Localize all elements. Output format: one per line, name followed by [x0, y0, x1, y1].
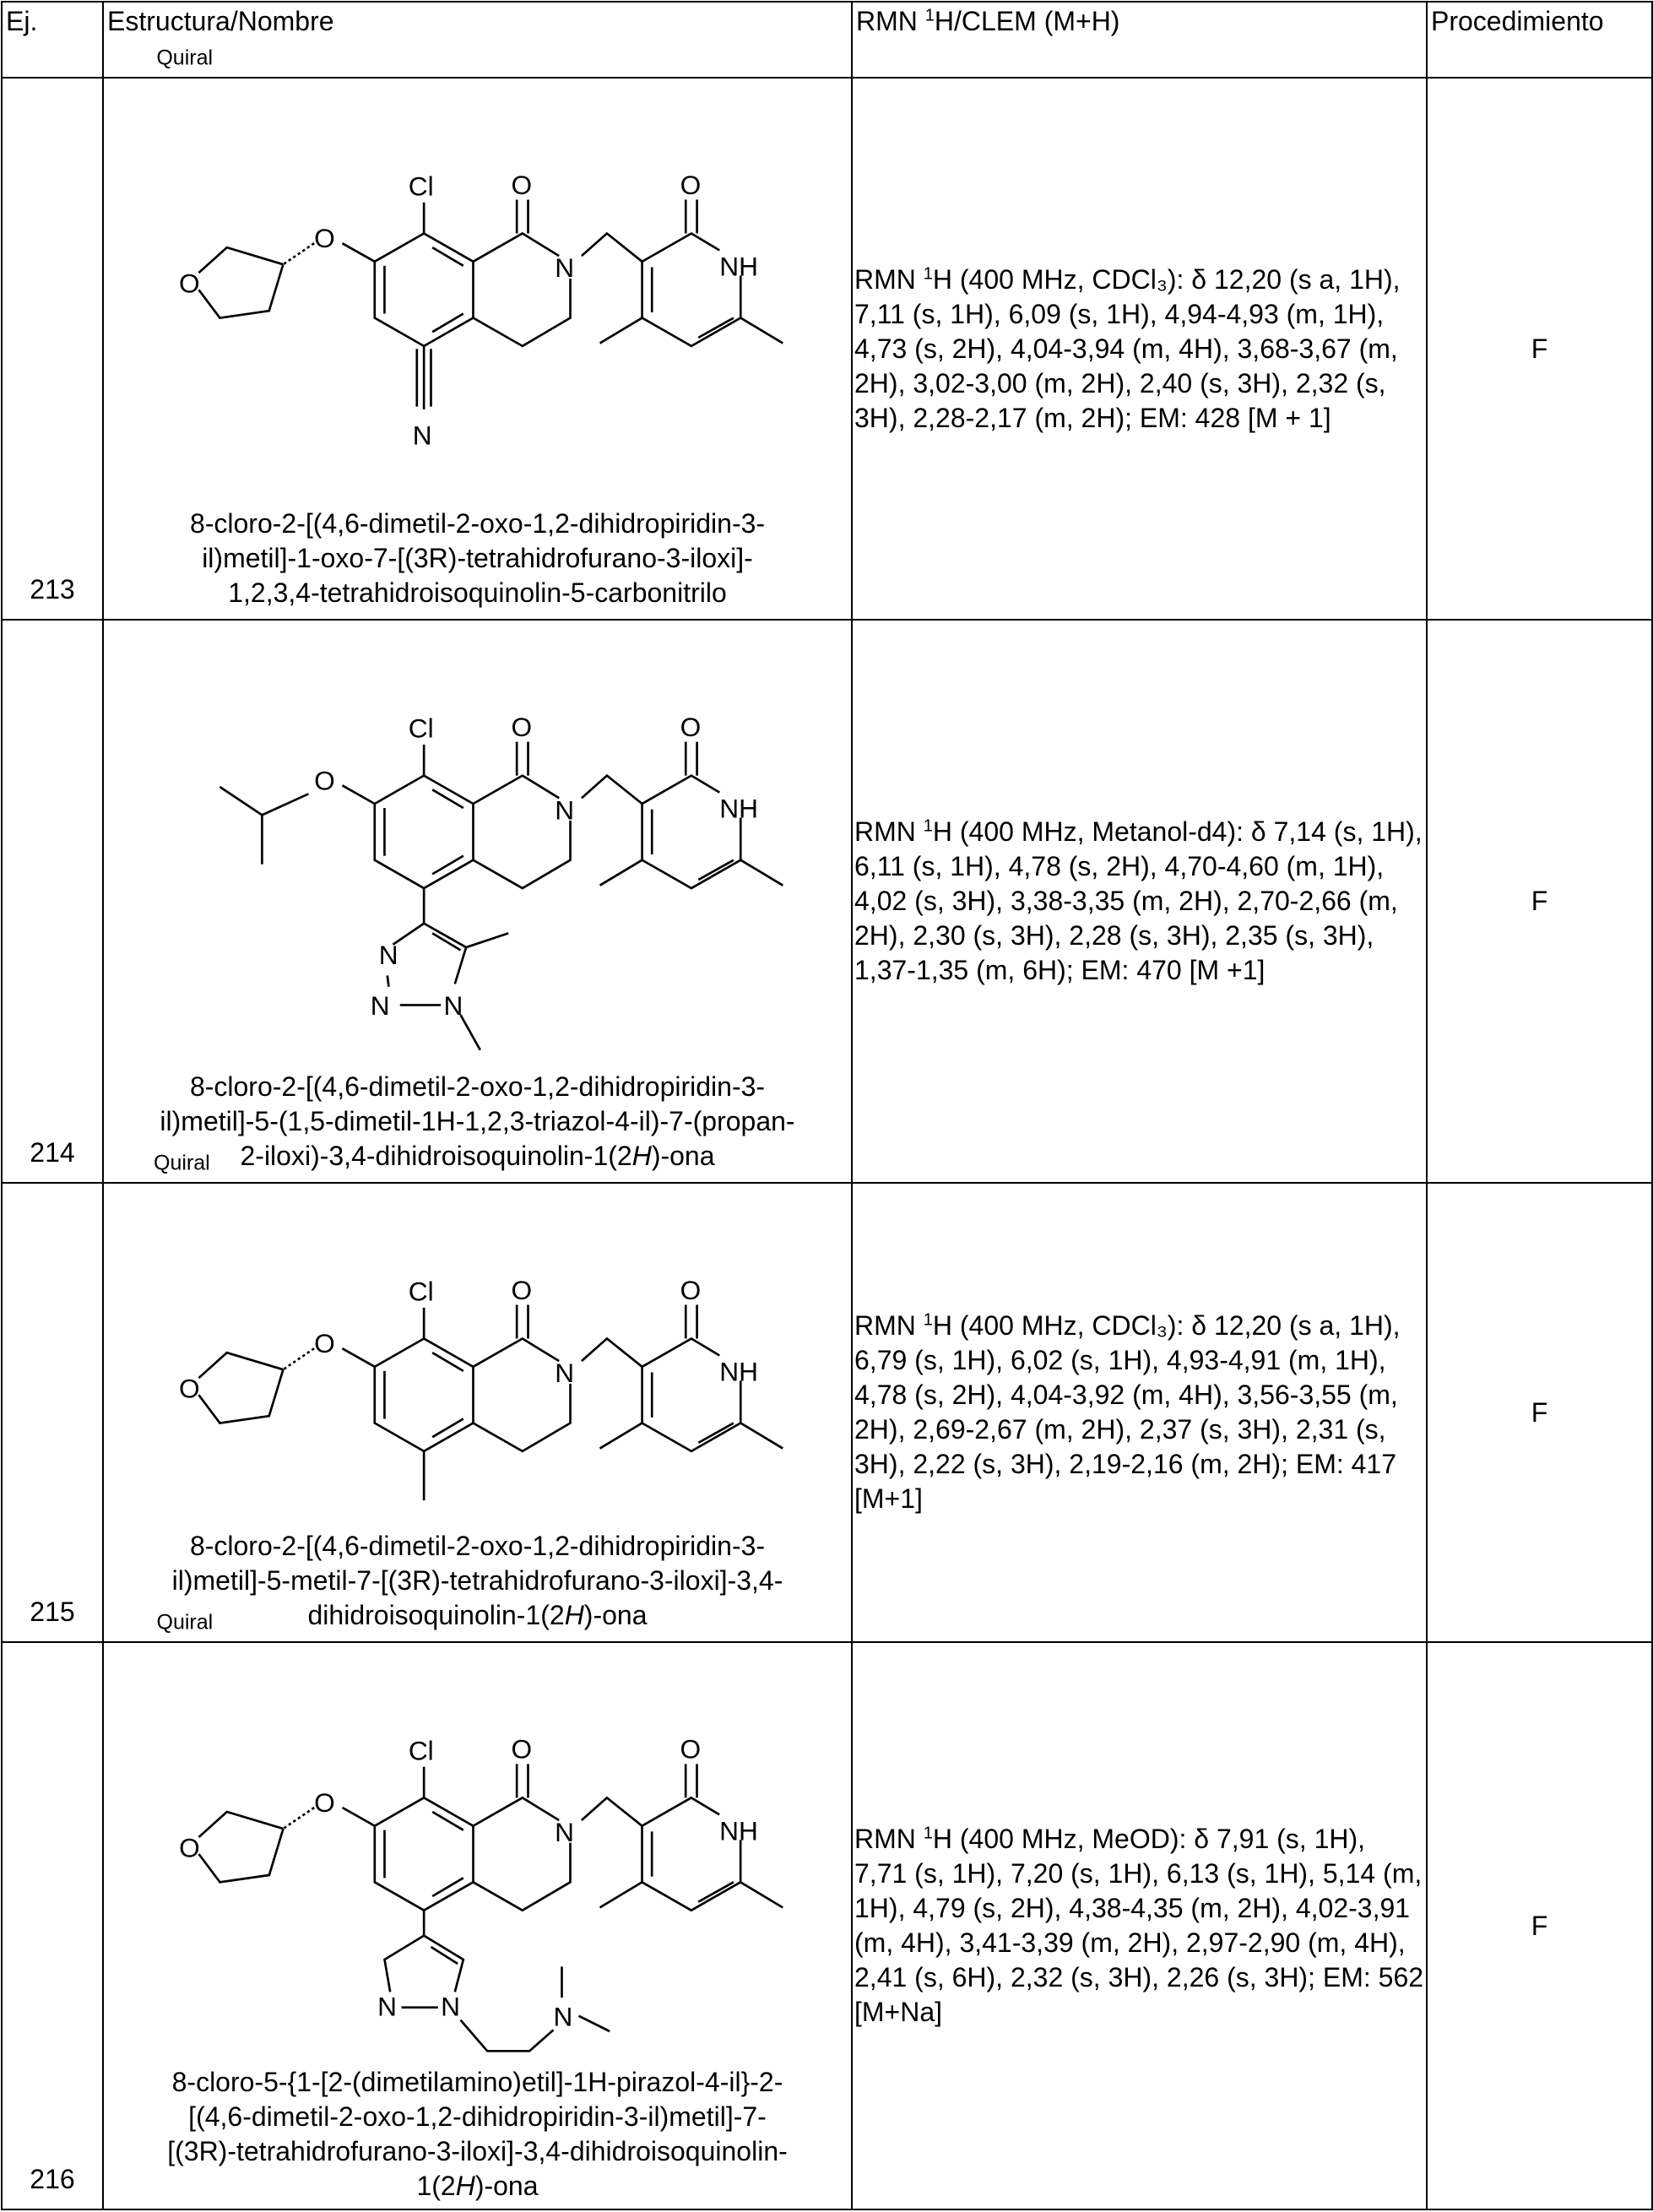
nitrile-nitrogen-label: N	[413, 420, 432, 451]
table-row	[2, 620, 1652, 1183]
bond	[432, 1353, 463, 1371]
nmr-data	[852, 1183, 1427, 1642]
bond	[343, 1808, 375, 1826]
name-tail-post: )-ona	[475, 2171, 539, 2201]
benzene-ring	[375, 1797, 474, 1910]
name-line: 8-cloro-5-{1-[2-(dimetilamino)etil]-1H-pirazol-4-il}-2-	[167, 2065, 788, 2100]
header-rmn	[852, 2, 1427, 78]
bond	[342, 243, 374, 262]
bond	[698, 1423, 734, 1443]
ether-oxygen-label: O	[314, 223, 335, 253]
amide-nitrogen-label: N	[555, 252, 574, 283]
name-tail-pre: 2-iloxi)-3,4-dihidroisoquinolin-1(2	[240, 1141, 631, 1171]
triazole-n1-label: N	[443, 990, 463, 1021]
name-line: 8-cloro-2-[(4,6-dimetil-2-oxo-1,2-dihidropiridin-3-	[172, 1529, 783, 1564]
table-row	[2, 78, 1652, 620]
bond	[474, 1797, 560, 1825]
bond	[740, 1423, 783, 1449]
carbonyl-oxygen-label: O	[512, 712, 533, 742]
bond	[642, 233, 720, 261]
bond	[473, 279, 570, 346]
nmr-text: H (400 MHz, MeOD): δ 7,91 (s, 1H), 7,71 (s, 1H), 7,20 (s, 1H), 6,13 (s, 1H), 5,14 (m, 1H), 4,79 (s, 2H), 4,38-4,35 (m, 2H), 4,02-3,91 (m, 4H), 3,41-3,39 (m, 2H), 2,97-2,90 (m, 4H), 2,41 (s, 6H), 2,32 (s, 3H), 2,26 (s, 3H); EM: 562 [M+Na]	[854, 1824, 1423, 2027]
example-number: 214	[2, 620, 103, 1183]
chemical-structure	[103, 79, 852, 447]
amide-nitrogen-label: N	[555, 1358, 574, 1388]
header-rmn-pre: RMN	[856, 6, 925, 36]
name-tail-italic: H	[456, 2171, 475, 2201]
name-line: il)metil]-5-metil-7-[(3R)-tetrahidrofurano-3-iloxi]-3,4-	[172, 1564, 783, 1598]
procedure: F	[1427, 1642, 1652, 2209]
header-estructura: Estructura/Nombre	[103, 2, 852, 78]
bond	[698, 860, 734, 880]
bond	[600, 1423, 642, 1449]
bond	[579, 2016, 610, 2031]
amide-nitrogen-label: N	[555, 794, 574, 825]
triazole-n2-label: N	[371, 990, 390, 1021]
table-row	[2, 1642, 1652, 2209]
benzene-ring	[375, 233, 474, 345]
bond	[582, 776, 642, 804]
carbonyl-oxygen-label: O	[512, 170, 533, 200]
bond	[642, 776, 720, 804]
thf-oxygen-label: O	[179, 1832, 200, 1862]
chemical-structure	[103, 1184, 852, 1510]
name-tail-post: )-ona	[652, 1141, 715, 1171]
nmr-prefix: RMN	[854, 816, 924, 847]
compound-name	[172, 1529, 783, 1641]
nmr-text: H (400 MHz, Metanol-d4): δ 7,14 (s, 1H), 6,11 (s, 1H), 4,78 (s, 2H), 4,70-4,60 (m, 1H), 4,02 (s, 3H), 3,38-3,35 (m, 2H), 2,70-2,66 (m, 2H), 2,30 (s, 3H), 2,28 (s, 3H), 2,35 (s, 3H), 1,37-1,35 (m, 6H); EM: 470 [M +1]	[854, 816, 1423, 985]
name-line: [(4,6-dimetil-2-oxo-1,2-dihidropiridin-3-il)metil]-7-	[167, 2100, 788, 2134]
bond	[199, 1829, 284, 1882]
bond	[600, 860, 642, 886]
pyridone-oxygen-label: O	[680, 1275, 702, 1305]
compound-name	[167, 2065, 788, 2212]
bond	[473, 821, 570, 888]
nmr-data	[852, 620, 1427, 1183]
name-line: 8-cloro-2-[(4,6-dimetil-2-oxo-1,2-dihidropiridin-3-	[190, 507, 765, 541]
bond	[388, 975, 389, 986]
thf-oxygen-label: O	[179, 1374, 200, 1404]
compound-name	[160, 1070, 794, 1182]
carbonyl-oxygen-label: O	[512, 1734, 533, 1765]
nmr-prefix: RMN	[854, 1310, 924, 1341]
stereo-bond	[283, 1348, 314, 1369]
table-header	[2, 2, 1652, 78]
structure-cell	[103, 78, 852, 620]
nmr-text: H (400 MHz, CDCl₃): δ 12,20 (s a, 1H), 7,11 (s, 1H), 6,09 (s, 1H), 4,94-4,93 (m, 1H), 4,73 (s, 2H), 4,04-3,94 (m, 4H), 3,68-3,67 (m, 2H), 3,02-3,00 (m, 2H), 2,40 (s, 3H), 2,32 (s, 3H), 2,28-2,17 (m, 2H); EM: 428 [M + 1]	[854, 264, 1401, 433]
structure-cell	[103, 620, 852, 1183]
name-line	[172, 1598, 783, 1633]
stereo-bond	[283, 243, 314, 264]
chloro-label: Cl	[409, 713, 434, 744]
example-number: 216	[2, 1642, 103, 2209]
name-line	[167, 2169, 788, 2204]
bond	[432, 856, 463, 875]
bond	[582, 1338, 642, 1366]
bond	[432, 1419, 463, 1438]
bond	[473, 233, 559, 261]
bond	[198, 1369, 283, 1423]
pyridone-nh-label: NH	[719, 794, 758, 824]
chloro-label: Cl	[409, 1276, 434, 1306]
bond	[642, 1338, 720, 1366]
bond	[219, 787, 308, 815]
bond	[740, 1882, 783, 1907]
nmr-sup: 1	[924, 816, 933, 835]
name-tail-pre: dihidroisoquinolin-1(2	[308, 1600, 565, 1630]
bond	[198, 247, 283, 273]
bond	[474, 1843, 571, 1911]
bond	[432, 314, 463, 333]
procedure: F	[1427, 620, 1652, 1183]
chemical-structure	[103, 1643, 852, 2065]
pyridone-nh-label: NH	[719, 252, 758, 282]
nmr-data	[852, 1642, 1427, 2209]
compound-name	[190, 507, 765, 619]
bond	[600, 1882, 642, 1907]
bond	[473, 1384, 570, 1451]
bond	[199, 1812, 284, 1837]
header-rmn-post: H/CLEM (M+H)	[935, 6, 1120, 36]
bond	[698, 1882, 734, 1901]
nmr-prefix: RMN	[854, 264, 924, 295]
chiral-label: Quiral	[156, 46, 213, 69]
bond	[432, 1812, 463, 1830]
bond	[466, 933, 508, 947]
carbonyl-oxygen-label: O	[512, 1275, 533, 1305]
bond	[582, 233, 642, 261]
name-tail-post: )-ona	[584, 1600, 648, 1630]
name-line	[160, 1139, 794, 1174]
name-line: 1,2,3,4-tetrahidroisoquinolin-5-carbonitrilo	[190, 576, 765, 610]
procedure: F	[1427, 78, 1652, 620]
bond	[342, 785, 374, 804]
header-rmn-sup: 1	[925, 6, 935, 24]
pyrazole-n1-label: N	[441, 1992, 460, 2022]
pyridone-oxygen-label: O	[680, 712, 702, 742]
nmr-sup: 1	[924, 264, 933, 283]
bond	[431, 1947, 458, 1964]
pyridone-oxygen-label: O	[680, 1734, 702, 1765]
benzene-ring	[375, 776, 474, 888]
bond	[198, 264, 283, 317]
compound-table	[1, 1, 1653, 2210]
table-row	[2, 1183, 1652, 1642]
stereo-bond	[284, 1808, 315, 1829]
bond	[424, 924, 466, 984]
pyridone-nh-label: NH	[719, 1357, 758, 1387]
bond	[473, 1338, 559, 1366]
amide-nitrogen-label: N	[555, 1817, 574, 1847]
bond	[342, 1348, 374, 1367]
ether-oxygen-label: O	[314, 1787, 335, 1818]
name-line: 8-cloro-2-[(4,6-dimetil-2-oxo-1,2-dihidropiridin-3-	[160, 1070, 794, 1104]
bond	[432, 247, 463, 266]
example-number: 213	[2, 78, 103, 620]
chloro-label: Cl	[409, 171, 434, 201]
bond	[432, 1878, 463, 1896]
name-line: il)metil]-1-oxo-7-[(3R)-tetrahidrofurano-3-iloxi]-	[190, 541, 765, 576]
bond	[740, 318, 783, 344]
nmr-text: H (400 MHz, CDCl₃): δ 12,20 (s a, 1H), 6,79 (s, 1H), 6,02 (s, 1H), 4,93-4,91 (m, 1H), 4,78 (s, 2H), 4,04-3,92 (m, 4H), 3,56-3,55 (m, 2H), 2,69-2,67 (m, 2H), 2,37 (s, 3H), 2,31 (s, 3H), 2,22 (s, 3H), 2,19-2,16 (m, 2H); EM: 417 [M+1]	[854, 1310, 1401, 1514]
bond	[642, 1797, 720, 1825]
nmr-sup: 1	[924, 1824, 933, 1842]
benzene-ring	[375, 1338, 474, 1450]
nmr-data	[852, 78, 1427, 620]
name-tail-italic: H	[565, 1600, 584, 1630]
ether-oxygen-label: O	[314, 765, 335, 795]
bond	[432, 789, 463, 808]
structure-cell	[103, 1183, 852, 1642]
pyrazole-n2-label: N	[377, 1992, 397, 2022]
name-tail-pre: 1(2	[416, 2171, 455, 2201]
name-line: il)metil]-5-(1,5-dimetil-1H-1,2,3-triazol-4-il)-7-(propan-	[160, 1104, 794, 1139]
chiral-label: Quiral	[154, 1151, 210, 1174]
bond	[461, 2020, 554, 2052]
pyridone-oxygen-label: O	[680, 170, 702, 200]
bond	[600, 318, 642, 344]
name-line: [(3R)-tetrahidrofurano-3-iloxi]-3,4-dihidroisoquinolin-	[167, 2134, 788, 2169]
dimethylamine-nitrogen-label: N	[554, 2001, 573, 2031]
bond	[460, 1015, 480, 1050]
header-ej: Ej.	[2, 2, 103, 78]
bond	[582, 1797, 642, 1825]
chemical-structure	[103, 621, 852, 1029]
procedure: F	[1427, 1183, 1652, 1642]
thf-oxygen-label: O	[179, 268, 200, 299]
header-procedimiento: Procedimiento	[1427, 2, 1652, 78]
triazole-n3-label: N	[379, 940, 398, 970]
bond	[473, 776, 559, 804]
bond	[698, 318, 734, 338]
nmr-sup: 1	[924, 1310, 933, 1329]
chloro-label: Cl	[409, 1735, 434, 1765]
ether-oxygen-label: O	[314, 1328, 335, 1358]
bond	[198, 1353, 283, 1378]
pyridone-nh-label: NH	[719, 1815, 758, 1846]
bond	[740, 860, 783, 886]
name-tail-italic: H	[632, 1141, 652, 1171]
structure-cell	[103, 1642, 852, 2209]
chiral-label: Quiral	[157, 1610, 214, 1634]
bond	[385, 1936, 425, 1992]
example-number: 215	[2, 1183, 103, 1642]
nmr-prefix: RMN	[854, 1824, 924, 1854]
